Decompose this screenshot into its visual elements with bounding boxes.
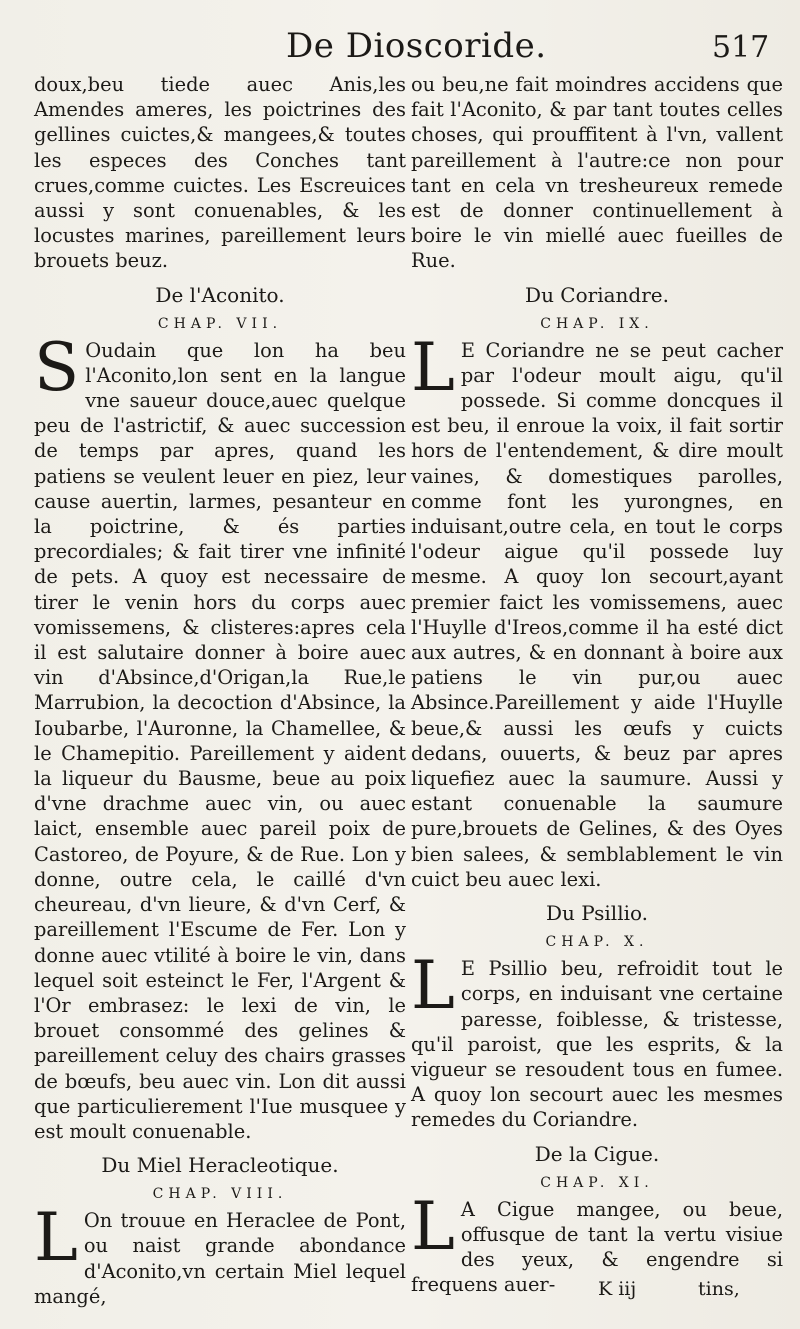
chapter-label-ix: CHAP. IX.	[540, 315, 654, 332]
honey-text: On trouue en Heraclee de Pont, ou naist grande abondance d'Aconito,vn certain Miel lequel mangé,	[34, 1209, 406, 1308]
running-title: De Dioscoride.	[286, 26, 547, 66]
aconite-text: Oudain que lon ha beu l'Aconito,lon sent en la langue vne saueur douce,auec quelque peu de l'astrictif, & auec succession de temps par apres, quand les patiens se veulent leuer en piez, leur cause auertin, larmes, pesanteur en la poictrine, & és parties precordiales; & fait tirer vne infinité de pets. A quoy est necessaire de tirer le venin hors du corps auec vomissemens, & clisteres:apres cela il est salutaire donner à boire auec vin d'Absince,d'Origan,la Rue,le Marrubion, la decoction d'Absince, la Ioubarbe, l'Auronne, la Chamellee, & le Chamepitio. Pareillement y aident la liqueur du Bausme, beue au poix d'vne drachme auec vin, ou auec laict, ensemble auec pareil poix de Castoreo, de Poyure, & de Rue. Lon y donne, outre cela, le caillé d'vn cheureau, d'vn lieure, & d'vn Cerf, & pareillement l'Escume de Fer. Lon y donne auec vtilité à boire le vin, dans lequel soit esteinct le Fer, l'Argent & l'Or embrasez: le lexi de vin, le brouet consommé des gelines & pareillement celuy des chairs grasses de bœufs, beu auec vin. Lon dit aussi que particulierement l'Iue musquee y est moult conuenable.	[34, 338, 406, 1143]
catchword: tins,	[698, 1278, 740, 1300]
dropcap-letter: S	[34, 328, 80, 406]
section-title-coriander: Du Coriandre.	[525, 282, 669, 307]
dropcap-letter: L	[411, 947, 455, 1025]
dropcap-letter: L	[411, 328, 455, 406]
page-number: 517	[712, 30, 770, 65]
right-column	[411, 72, 783, 1297]
continuation-paragraph: ou beu,ne fait moindres accidens que fait l'Aconito, & par tant toutes celles choses, qui prouffitent à l'vn, vallent pareillement à l'autre:ce non pour tant en cela vn tresheureux remede est de donner continuellement à boire le vin miellé auec fueilles de Rue.	[411, 73, 783, 273]
section-title-honey: Du Miel Heracleotique.	[101, 1153, 339, 1178]
chapter-label-xi: CHAP. XI.	[540, 1174, 654, 1191]
left-column	[34, 72, 406, 1309]
chapter-label-vii: CHAP. VII.	[157, 315, 283, 332]
page-header	[0, 22, 800, 72]
honey-paragraph	[34, 1199, 406, 1309]
coriander-text: E Coriandre ne se peut cacher par l'odeur moult aigu, qu'il possede. Si comme doncques il est beu, il enroue la voix, il fait sortir hors de l'entendement, & dire moult vaines, & domestiques parolles, comme font les yurongnes, en induisant,outre cela, en tout le corps l'odeur aigue qu'il possede luy mesme. A quoy lon secourt,ayant premier faict les vomissemens, auec l'Huylle d'Ireos,comme il ha esté dict aux autres, & en donnant à boire aux patiens le vin pur,ou auec Absince.Pareillement y aide l'Huylle beue,& aussi les œufs y cuicts dedans, ouuerts, & beuz par apres liquefiez auec la saumure. Aussi y estant conuenable la saumure pure,brouets de Gelines, & des Oyes bien salees, & semblablement le vin cuict beu auec lexi.	[411, 338, 783, 891]
aconite-paragraph	[34, 328, 406, 1145]
psyllium-text: E Psillio beu, refroidit tout le corps, en induisant vne certaine paresse, foiblesse, & tristesse, qu'il paroist, que les esprits, & la vigueur se resoudent tous en fumee. A quoy lon secourt auec les mesmes remedes du Coriandre.	[411, 957, 783, 1132]
section-title-hemlock: De la Cigue.	[534, 1141, 660, 1166]
page-footer	[598, 1278, 788, 1306]
section-title-psyllium: Du Psillio.	[545, 901, 649, 926]
coriander-paragraph	[411, 328, 783, 892]
dropcap-letter: L	[34, 1199, 78, 1277]
section-title-aconite: De l'Aconito.	[155, 282, 285, 307]
chapter-label-viii: CHAP. VIII.	[152, 1186, 288, 1203]
chapter-label-x: CHAP. X.	[545, 934, 649, 951]
signature-mark: K iij	[598, 1278, 637, 1300]
hemlock-text: A Cigue mangee, ou beue, offusque de tant la vertu visiue des yeux, & engendre si frequens auer-	[411, 1197, 783, 1297]
psyllium-paragraph	[411, 947, 783, 1132]
continuation-paragraph: doux,beu tiede auec Anis,les Amendes ameres, les poictrines des gellines cuictes,& mangees,& toutes les especes des Conches tant crues,comme cuictes. Les Escreuices aussi y sont conuenables, & les locustes marines, pareillement leurs brouets beuz.	[34, 73, 406, 273]
dropcap-letter: L	[411, 1187, 455, 1265]
